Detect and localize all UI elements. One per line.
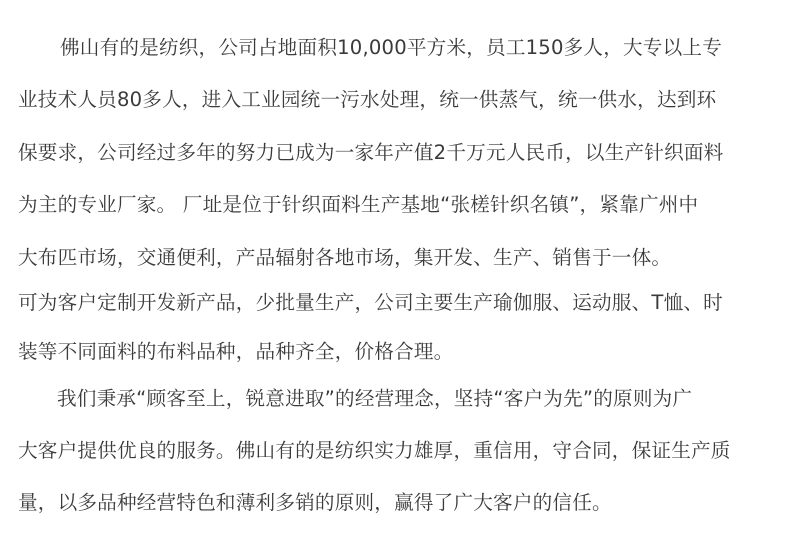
paragraph-1-line-2: 业技术人员80多人，进入工业园统一污水处理，统一供蒸气，统一供水，达到环 bbox=[18, 88, 717, 111]
paragraph-1-line-4: 为主的专业厂家。 厂址是位于针织面料生产基地“张槎针织名镇”，紧靠广州中 bbox=[18, 193, 699, 216]
paragraph-1-line-1: 佛山有的是纺织，公司占地面积10,000平方米，员工150多人，大专以上专 bbox=[60, 36, 722, 59]
paragraph-2-line-2: 装等不同面料的布料品种，品种齐全，价格合理。 bbox=[18, 340, 454, 363]
paragraph-3-line-2: 大客户提供优良的服务。佛山有的是纺织实力雄厚，重信用，守合同，保证生产质 bbox=[18, 439, 731, 462]
paragraph-1-line-5: 大布匹市场，交通便利，产品辐射各地市场，集开发、生产、销售于一体。 bbox=[18, 246, 672, 269]
paragraph-3-line-3: 量，以多品种经营特色和薄利多销的原则，赢得了广大客户的信任。 bbox=[18, 491, 612, 514]
paragraph-3-line-1: 我们秉承“顾客至上，锐意进取”的经营理念，坚持“客户为先”的原则为广 bbox=[57, 387, 693, 410]
paragraph-1-line-3: 保要求，公司经过多年的努力已成为一家年产值2千万元人民币，以生产针织面料 bbox=[18, 141, 724, 164]
paragraph-2-line-1: 可为客户定制开发新产品，少批量生产，公司主要生产瑜伽服、运动服、T恤、时 bbox=[18, 291, 723, 314]
